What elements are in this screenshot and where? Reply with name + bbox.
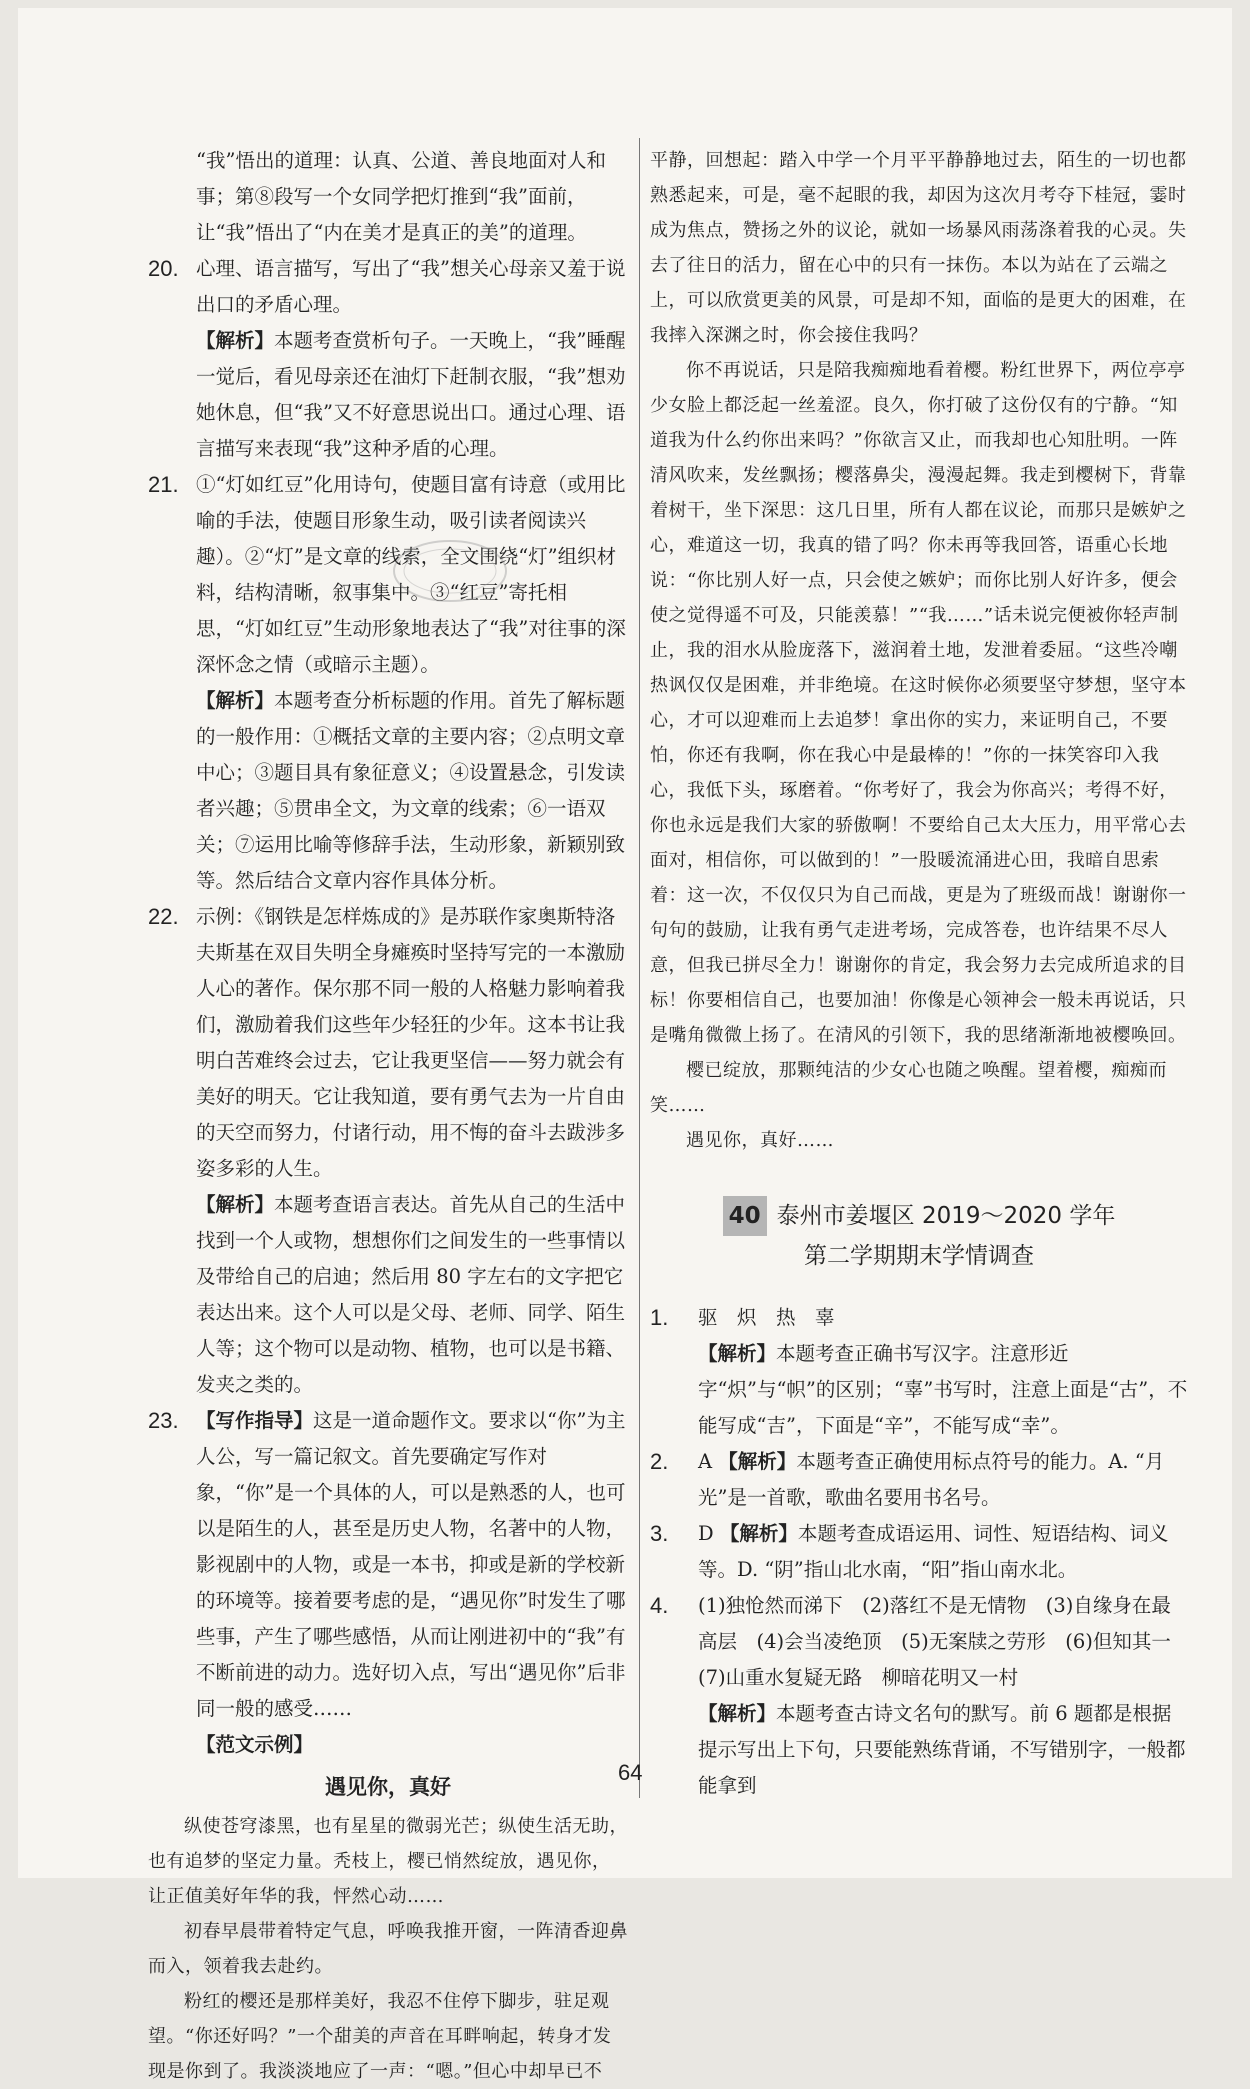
section-number: 40 — [723, 1196, 767, 1236]
guide-text: 这是一道命题作文。要求以“你”为主人公，写一篇记叙文。首先要确定写作对象，“你”是一个具体的人，可以是熟悉的人，也可以是陌生的人，甚至是历史人物，名著中的人物，影视剧中的人物，或是一本书，抑或是新的学校新的环境等。接着要考虑的是，“遇见你”时发生了哪些事，产生了哪些感悟，从而让刚进初中的“我”有不断前进的动力。选好切入点，写出“遇见你”后非同一般的感受…… — [196, 1409, 626, 1720]
analysis-text: 本题考查成语运用、词性、短语结构、词义等。D. “阴”指山北水南，“阳”指山南水北。 — [698, 1522, 1169, 1581]
section-title-line2: 第二学期期末学情调查 — [804, 1243, 1034, 1269]
section-header — [650, 1196, 1188, 1276]
question-number: 4. — [650, 1593, 669, 1618]
essay-title: 遇见你，真好 — [325, 1775, 451, 1799]
analysis-text: 本题考查语言表达。首先从自己的生活中找到一个人或物，想想你们之间发生的一些事情以及带给自己的启迪；然后用 80 字左右的文字把它表达出来。这个人可以是父母、老师、同学、陌生人等；这个物可以是动物、植物，也可以是书籍、发夹之类的。 — [196, 1193, 626, 1396]
analysis-text: 本题考查分析标题的作用。首先了解标题的一般作用：①概括文章的主要内容；②点明文章中心；③题目具有象征意义；④设置悬念，引发读者兴趣；⑤贯串全文，为文章的线索；⑥一语双关；⑦运用比喻等修辞手法，生动形象，新颖别致等。然后结合文章内容作具体分析。 — [196, 689, 626, 892]
answer-text: 驱 炽 热 辜 — [698, 1306, 835, 1329]
analysis — [196, 1187, 628, 1403]
essay-paragraph: 纵使苍穹漆黑，也有星星的微弱光芒；纵使生活无助，也有追梦的坚定力量。秃枝上，樱已悄然绽放，遇见你，让正值美好年华的我，怦然心动…… — [148, 1816, 628, 1907]
question-3 — [650, 1516, 1188, 1588]
guide-tag: 【写作指导】 — [196, 1409, 314, 1432]
watermark-stamp-icon — [390, 536, 510, 606]
right-column — [650, 143, 1191, 1804]
question-23 — [148, 1403, 628, 1763]
q19-continuation — [148, 143, 628, 251]
question-4 — [650, 1588, 1191, 1804]
question-number: 2. — [650, 1449, 669, 1474]
question-number: 21. — [148, 472, 179, 497]
essay-paragraph: 你不再说话，只是陪我痴痴地看着樱。粉红世界下，两位亭亭少女脸上都泛起一丝羞涩。良久，你打破了这份仅有的宁静。“知道我为什么约你出来吗？”你欲言又止，而我却也心知肚明。一阵清风吹来，发丝飘扬；樱落鼻尖，漫漫起舞。我走到樱树下，背靠着树干，坐下深思：这几日里，所有人都在议论，而那只是嫉妒之心，难道这一切，我真的错了吗？你未再等我回答，语重心长地说：“你比别人好一点，只会使之嫉妒；而你比别人好许多，便会使之觉得遥不可及，只能羡慕！”“我……”话未说完便被你轻声制止，我的泪水从脸庞落下，滋润着土地，发泄着委屈。“这些冷嘲热讽仅仅是困难，并非绝境。在这时候你必须要坚守梦想，坚守本心，才可以迎难而上去追梦！拿出你的实力，来证明自己，不要怕，你还有我啊，你在我心中是最棒的！”你的一抹笑容印入我心，我低下头，琢磨着。“你考好了，我会为你高兴；考得不好，你也永远是我们大家的骄傲啊！不要给自己太大压力，用平常心去面对，相信你，可以做到的！”一股暖流涌进心田，我暗自思索着：这一次，不仅仅只为自己而战，更是为了班级而战！谢谢你一句句的鼓励，让我有勇气走进考场，完成答卷，也许结果不尽人意，但我已拼尽全力！谢谢你的肯定，我会努力去完成所追求的目标！你要相信自己，也要加油！你像是心领神会一般未再说话，只是嘴角微微上扬了。在清风的引领下，我的思绪渐渐地被樱唤回。 — [650, 360, 1187, 1046]
question-number: 20. — [148, 256, 179, 281]
question-number: 3. — [650, 1521, 669, 1546]
answer-with-analysis — [698, 1444, 1188, 1516]
section-title-line1: 泰州市姜堰区 2019～2020 学年 — [776, 1203, 1116, 1229]
question-21 — [148, 467, 628, 899]
analysis-text: 本题考查正确书写汉字。注意形近字“炽”与“帜”的区别；“辜”书写时，注意上面是“古”，不能写成“吉”，下面是“辛”，不能写成“幸”。 — [698, 1342, 1188, 1437]
analysis — [698, 1336, 1188, 1444]
answer-text: A — [698, 1450, 713, 1473]
essay-paragraph: 遇见你，真好…… — [686, 1130, 834, 1151]
analysis — [196, 683, 628, 899]
essay-paragraph: 樱已绽放，那颗纯洁的少女心也随之唤醒。望着樱，痴痴而笑…… — [650, 1060, 1167, 1116]
analysis-tag: 【解析】 — [698, 1702, 777, 1725]
analysis — [698, 1696, 1188, 1804]
answer-text: 示例：《钢铁是怎样炼成的》是苏联作家奥斯特洛夫斯基在双目失明全身瘫痪时坚持写完的一本激励人心的著作。保尔那不同一般的人格魅力影响着我们，激励着我们这些年少轻狂的少年。这本书让我明白苦难终会过去，它让我更坚信——努力就会有美好的明天。它让我知道，要有勇气去为一片自由的天空而努力，付诸行动，用不悔的奋斗去跋涉多姿多彩的人生。 — [196, 905, 626, 1180]
essay-paragraph: 初春早晨带着特定气息，呼唤我推开窗，一阵清香迎鼻而入，领着我去赴约。 — [148, 1921, 628, 1977]
answer-with-analysis — [698, 1516, 1188, 1588]
answer-text: (1)独怆然而涕下 (2)落红不是无情物 (3)自缘身在最高层 (4)会当凌绝顶 (5)无案牍之劳形 (6)但知其一 (7)山重水复疑无路 柳暗花明又一村 — [698, 1594, 1191, 1689]
essay-paragraph: 粉红的樱还是那样美好，我忍不住停下脚步，驻足观望。“你还好吗？”一个甜美的声音在耳畔响起，转身才发现是你到了。我淡淡地应了一声：“嗯。”但心中却早已不 — [148, 1991, 612, 2082]
question-22 — [148, 899, 628, 1403]
column-divider — [639, 138, 640, 1798]
page-number: 64 — [618, 1760, 643, 1785]
question-1 — [650, 1300, 1188, 1444]
analysis-tag: 【解析】 — [718, 1450, 797, 1473]
answer-page — [18, 8, 1232, 2082]
question-number: 1. — [650, 1305, 669, 1330]
analysis-tag: 【解析】 — [719, 1522, 798, 1545]
question-number: 22. — [148, 904, 179, 929]
question-number: 23. — [148, 1408, 179, 1433]
q19-text: “我”悟出的道理：认真、公道、善良地面对人和事；第⑧段写一个女同学把灯推到“我”面前，让“我”悟出了“内在美才是真正的美”的道理。 — [196, 149, 606, 244]
analysis-tag: 【解析】 — [698, 1342, 777, 1365]
left-column — [148, 143, 628, 2089]
writing-guide — [196, 1403, 628, 1727]
analysis-text: 本题考查正确使用标点符号的能力。A. “月光”是一首歌，歌曲名要用书名号。 — [698, 1450, 1165, 1509]
analysis — [196, 323, 628, 467]
essay-paragraph: 平静，回想起：踏入中学一个月平平静静地过去，陌生的一切也都熟悉起来，可是，毫不起眼的我，却因为这次月考夺下桂冠，霎时成为焦点，赞扬之外的议论，就如一场暴风雨荡涤着我的心灵。失去了往日的活力，留在心中的只有一抹伤。本以为站在了云端之上，可以欣赏更美的风景，可是却不知，面临的是更大的困难，在我摔入深渊之时，你会接住我吗？ — [650, 150, 1187, 346]
question-20 — [148, 251, 628, 467]
analysis-tag: 【解析】 — [196, 329, 275, 352]
sample-tag: 【范文示例】 — [196, 1733, 314, 1756]
analysis-tag: 【解析】 — [196, 689, 275, 712]
analysis-text: 本题考查古诗文名句的默写。前 6 题都是根据提示写出上下句，只要能熟练背诵，不写错别字，一般都能拿到 — [698, 1702, 1186, 1797]
analysis-tag: 【解析】 — [196, 1193, 275, 1216]
answer-text: ①“灯如红豆”化用诗句，使题目富有诗意（或用比喻的手法，使题目形象生动，吸引读者阅读兴趣）。②“灯”是文章的线索，全文围绕“灯”组织材料，结构清晰，叙事集中。③“红豆”寄托相思，“灯如红豆”生动形象地表达了“我”对往事的深深怀念之情（或暗示主题）。 — [196, 473, 626, 676]
answer-text: D — [698, 1522, 714, 1545]
question-2 — [650, 1444, 1188, 1516]
analysis-text: 本题考查赏析句子。一天晚上，“我”睡醒一觉后，看见母亲还在油灯下赶制衣服，“我”想劝她休息，但“我”又不好意思说出口。通过心理、语言描写来表现“我”这种矛盾的心理。 — [196, 329, 626, 460]
answer-text: 心理、语言描写，写出了“我”想关心母亲又羞于说出口的矛盾心理。 — [196, 257, 626, 316]
